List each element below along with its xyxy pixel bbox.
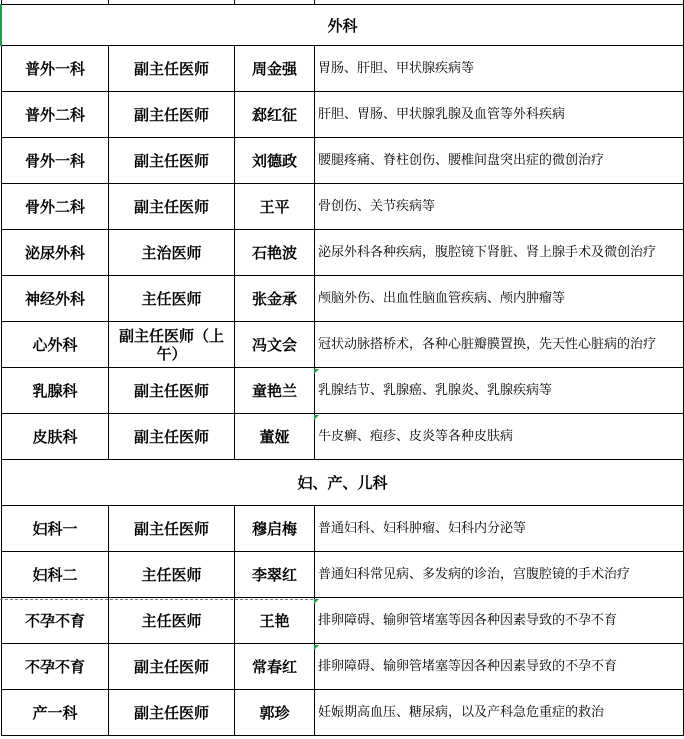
- dept-cell: 产一科: [2, 690, 109, 736]
- name-cell: 童艳兰: [235, 368, 315, 414]
- table-row: [2, 414, 684, 460]
- name-cell: 郄红征: [235, 92, 315, 138]
- dept-cell: 普外二科: [2, 92, 109, 138]
- name-cell: 董娅: [235, 414, 315, 460]
- title-cell: 副主任医师: [109, 138, 235, 184]
- table-row: [2, 690, 684, 736]
- name-cell: 王平: [235, 184, 315, 230]
- dept-cell: 妇科一: [2, 506, 109, 552]
- name-cell: 石艳波: [235, 230, 315, 276]
- cell-comment-marker: [314, 369, 319, 374]
- section-header-obgyn-pediatrics: [2, 460, 684, 506]
- table-row: [2, 644, 684, 690]
- cell-comment-marker: [314, 645, 319, 650]
- dept-cell: 不孕不育: [2, 644, 109, 690]
- table-row: [2, 598, 684, 644]
- table-row: [2, 276, 684, 322]
- name-cell: 常春红: [235, 644, 315, 690]
- dept-cell: 心外科: [2, 322, 109, 368]
- title-cell: 副主任医师: [109, 690, 235, 736]
- specialty-cell: 妊娠期高血压、糖尿病，以及产科急危重症的救治: [315, 690, 684, 736]
- dept-cell: 妇科二: [2, 552, 109, 598]
- title-cell: 副主任医师（上午）: [109, 322, 235, 368]
- dept-cell: 皮肤科: [2, 414, 109, 460]
- table-row: [2, 230, 684, 276]
- name-cell: 周金强: [235, 46, 315, 92]
- dept-cell: 普外一科: [2, 46, 109, 92]
- table-row: [2, 92, 684, 138]
- table-row: [2, 184, 684, 230]
- section-title: 妇、产、儿科: [2, 460, 684, 506]
- table-row: [2, 506, 684, 552]
- name-cell: 穆启梅: [235, 506, 315, 552]
- doctor-schedule-table: [1, 0, 684, 736]
- specialty-cell: 冠状动脉搭桥术，各种心脏瓣膜置换，先天性心脏病的治疗: [315, 322, 684, 368]
- dept-cell: 乳腺科: [2, 368, 109, 414]
- title-cell: 副主任医师: [109, 368, 235, 414]
- table-row: [2, 46, 684, 92]
- title-cell: 副主任医师: [109, 92, 235, 138]
- table-row: [2, 368, 684, 414]
- specialty-cell: 排卵障碍、输卵管堵塞等因各种因素导致的不孕不育: [315, 598, 684, 644]
- specialty-cell: 排卵障碍、输卵管堵塞等因各种因素导致的不孕不育: [315, 644, 684, 690]
- dept-cell: 泌尿外科: [2, 230, 109, 276]
- section-title: 外科: [2, 5, 684, 46]
- title-cell: 副主任医师: [109, 46, 235, 92]
- title-cell: 副主任医师: [109, 506, 235, 552]
- title-cell: 副主任医师: [109, 184, 235, 230]
- cell-comment-marker: [314, 599, 319, 604]
- specialty-cell: 腰腿疼痛、脊柱创伤、腰椎间盘突出症的微创治疗: [315, 138, 684, 184]
- page-break-line: [0, 599, 313, 600]
- name-cell: 张金承: [235, 276, 315, 322]
- title-cell: 副主任医师: [109, 644, 235, 690]
- dept-cell: 不孕不育: [2, 598, 109, 644]
- specialty-cell: 颅脑外伤、出血性脑血管疾病、颅内肿瘤等: [315, 276, 684, 322]
- name-cell: 刘德政: [235, 138, 315, 184]
- title-cell: 主任医师: [109, 276, 235, 322]
- title-cell: 主任医师: [109, 598, 235, 644]
- selection-accent-bar: [0, 4, 2, 46]
- specialty-cell: 泌尿外科各种疾病，腹腔镜下肾脏、肾上腺手术及微创治疗: [315, 230, 684, 276]
- name-cell: 王艳: [235, 598, 315, 644]
- dept-cell: 神经外科: [2, 276, 109, 322]
- table-row: [2, 138, 684, 184]
- title-cell: 副主任医师: [109, 414, 235, 460]
- title-cell: 主治医师: [109, 230, 235, 276]
- specialty-cell: 乳腺结节、乳腺癌、乳腺炎、乳腺疾病等: [315, 368, 684, 414]
- specialty-cell: 肝胆、胃肠、甲状腺乳腺及血管等外科疾病: [315, 92, 684, 138]
- name-cell: 冯文会: [235, 322, 315, 368]
- cell-comment-marker: [314, 415, 319, 420]
- table-row: [2, 552, 684, 598]
- name-cell: 李翠红: [235, 552, 315, 598]
- specialty-cell: 普通妇科常见病、多发病的诊治，宫腹腔镜的手术治疗: [315, 552, 684, 598]
- specialty-cell: 牛皮癣、疱疹、皮炎等各种皮肤病: [315, 414, 684, 460]
- specialty-cell: 骨创伤、关节疾病等: [315, 184, 684, 230]
- table-row: [2, 322, 684, 368]
- section-header-surgery: [2, 5, 684, 46]
- name-cell: 郭珍: [235, 690, 315, 736]
- dept-cell: 骨外二科: [2, 184, 109, 230]
- dept-cell: 骨外一科: [2, 138, 109, 184]
- specialty-cell: 普通妇科、妇科肿瘤、妇科内分泌等: [315, 506, 684, 552]
- specialty-cell: 胃肠、肝胆、甲状腺疾病等: [315, 46, 684, 92]
- title-cell: 主任医师: [109, 552, 235, 598]
